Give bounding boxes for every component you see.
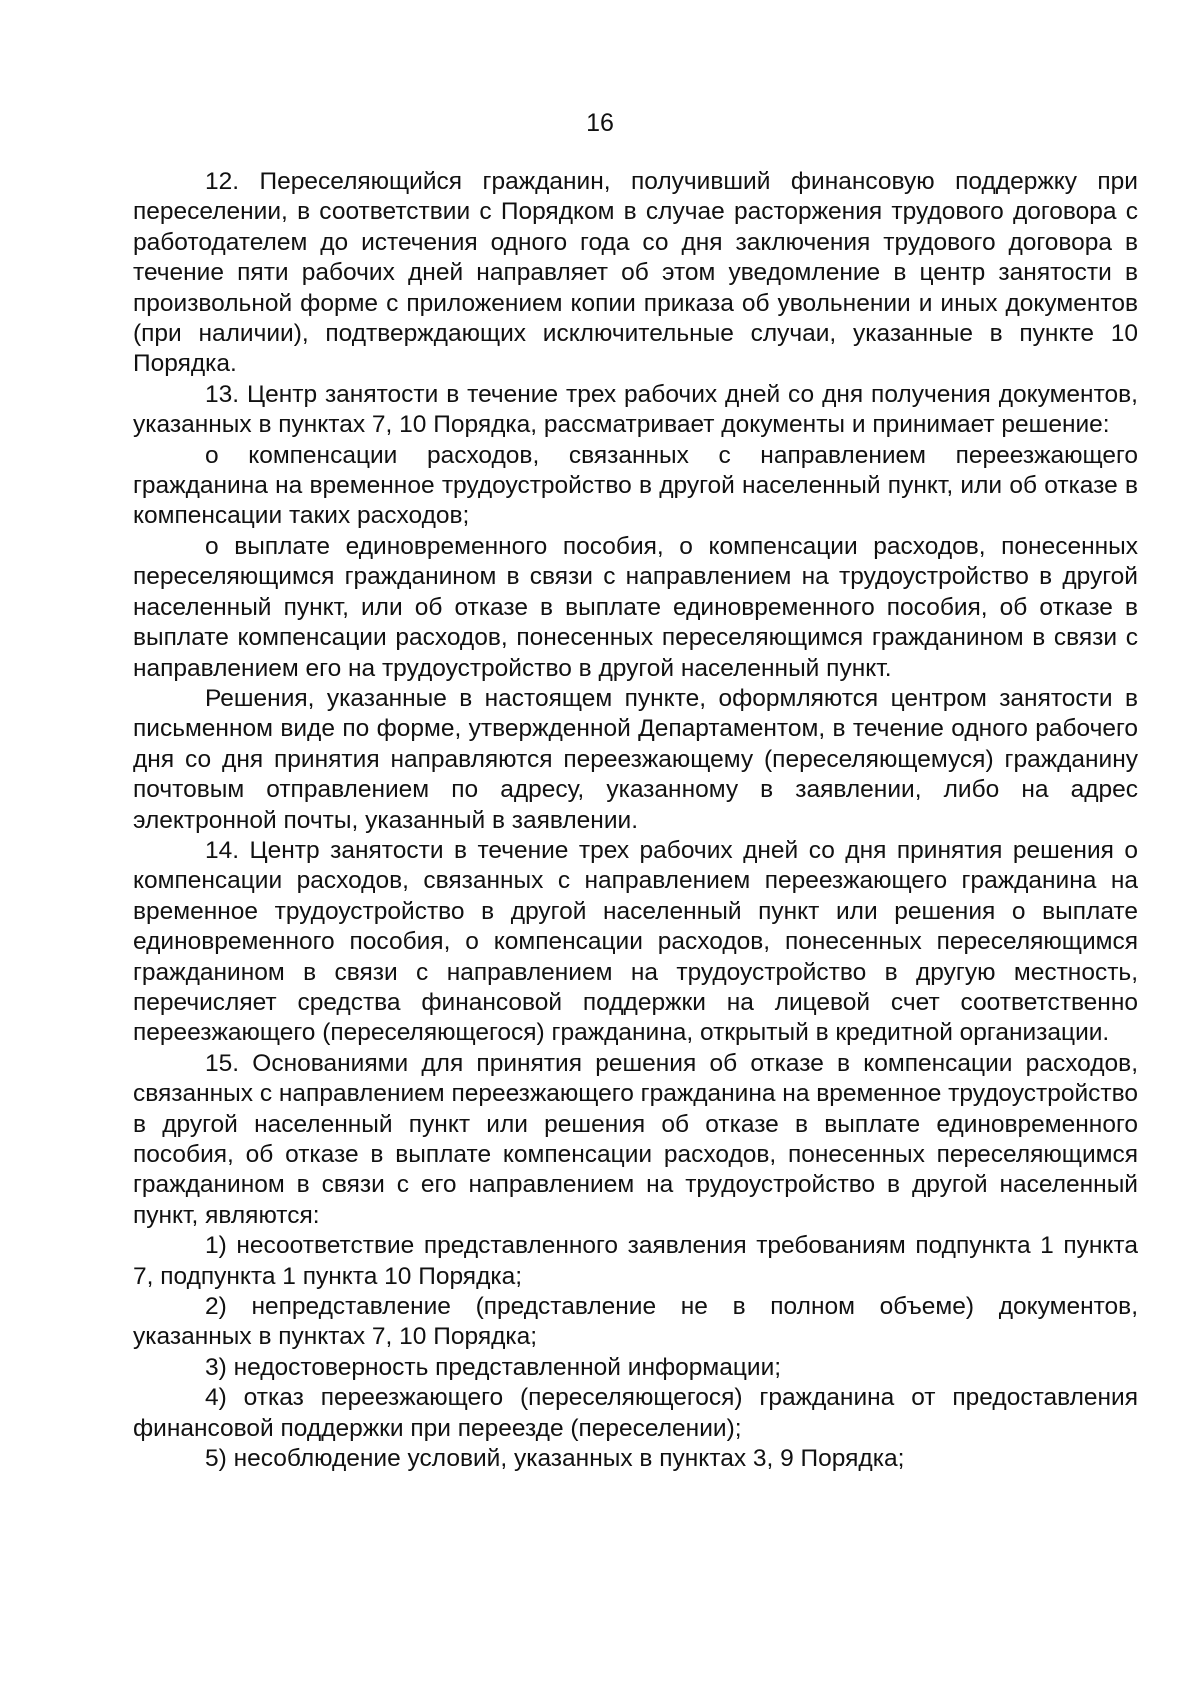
paragraph-13-item-compensation: о компенсации расходов, связанных с направлением переезжающего гражданина на временное трудоустройство в другой населенный пункт, или об отказе в компенсации таких расходов; bbox=[133, 441, 1138, 530]
paragraph-13: 13. Центр занятости в течение трех рабочих дней со дня получения документов, указанных в пунктах 7, 10 Порядка, рассматривает документы и принимает решение: bbox=[133, 380, 1138, 439]
paragraph-13-decisions: Решения, указанные в настоящем пункте, оформляются центром занятости в письменном виде по форме, утвержденной Департаментом, в течение одного рабочего дня со дня принятия направляются переезжающему (переселяющемуся) гражданину почтовым отправлением по адресу, указанному в заявлении, либо на адрес электронной почты, указанный в заявлении. bbox=[133, 684, 1138, 834]
paragraph-12: 12. Переселяющийся гражданин, получивший финансовую поддержку при переселении, в соответствии с Порядком в случае расторжения трудового договора с работодателем до истечения одного года со дня заключения трудового договора в течение пяти рабочих дней направляет об этом уведомление в центр занятости в произвольной форме с приложением копии приказа об увольнении и иных документов (при наличии), подтверждающих исключительные случаи, указанные в пункте 10 Порядка. bbox=[133, 168, 1138, 378]
paragraph-15-item-4: 4) отказ переезжающего (переселяющегося) гражданина от предоставления финансовой поддержки при переезде (переселении); bbox=[133, 1384, 1138, 1442]
page-number: 16 bbox=[586, 109, 614, 137]
paragraph-15-item-1: 1) несоответствие представленного заявления требованиям подпункта 1 пункта 7, подпункта 1 пункта 10 Порядка; bbox=[133, 1232, 1138, 1290]
paragraph-15-item-3: 3) недостоверность представленной информации; bbox=[205, 1353, 782, 1381]
paragraph-15: 15. Основаниями для принятия решения об отказе в компенсации расходов, связанных с направлением переезжающего гражданина на временное трудоустройство в другой населенный пункт или решения об отказе в выплате единовременного пособия, об отказе в выплате компенсации расходов, понесенных переселяющимся гражданином в связи с его направлением на трудоустройство в другой населенный пункт, являются: bbox=[133, 1049, 1139, 1229]
paragraph-15-item-2: 2) непредставление (представление не в полном объеме) документов, указанных в пунктах 7, 10 Порядка; bbox=[133, 1293, 1138, 1351]
document-body bbox=[133, 167, 1138, 1474]
paragraph-14: 14. Центр занятости в течение трех рабочих дней со дня принятия решения о компенсации расходов, связанных с направлением переезжающего гражданина на временное трудоустройство в другой населенный пункт или решения о выплате единовременного пособия, о компенсации расходов, понесенных переселяющимся гражданином в связи с направлением на трудоустройство в другую местность, перечисляет средства финансовой поддержки на лицевой счет соответственно переезжающего (переселяющегося) гражданина, открытый в кредитной организации. bbox=[133, 836, 1138, 1047]
paragraph-15-item-5: 5) несоблюдение условий, указанных в пунктах 3, 9 Порядка; bbox=[205, 1445, 905, 1473]
paragraph-13-item-allowance: о выплате единовременного пособия, о компенсации расходов, понесенных переселяющимся гражданином в связи с направлением на трудоустройство в другой населенный пункт, или об отказе в выплате единовременного пособия, об отказе в выплате компенсации расходов, понесенных переселяющимся гражданином в связи с направлением его на трудоустройство в другой населенный пункт. bbox=[133, 532, 1138, 682]
